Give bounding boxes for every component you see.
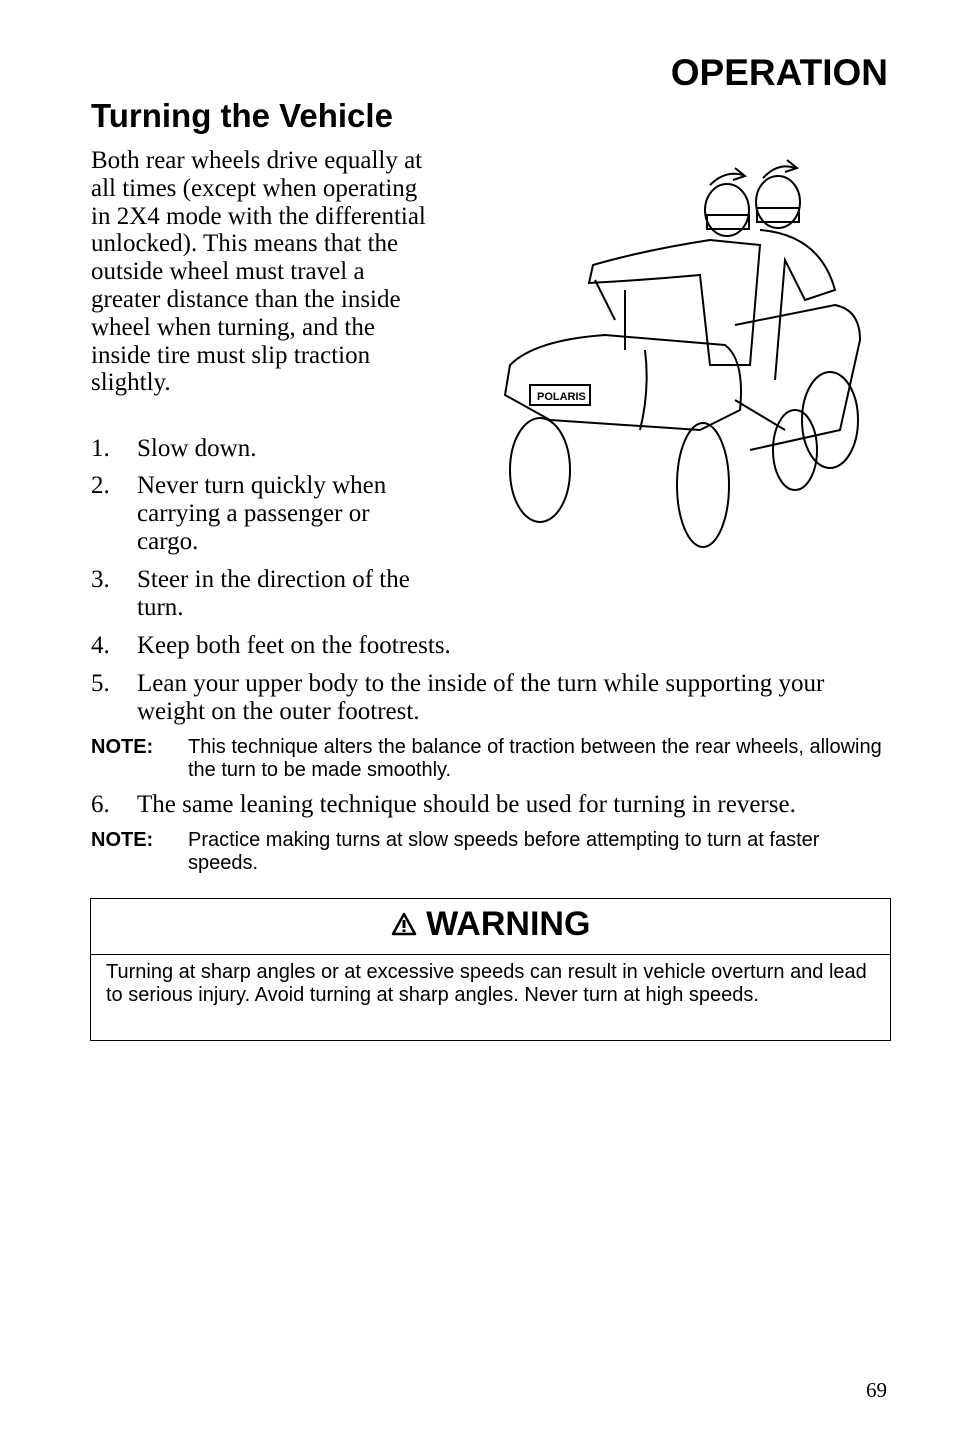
step-2: 2. Never turn quickly when carrying a passenger or cargo. (91, 472, 387, 555)
polaris-logo: POLARIS (537, 391, 586, 403)
warning-text: Turning at sharp angles or at excessive speeds can result in vehicle overturn and lead to serious injury. Avoid turning at sharp angles. Never turn at high speeds. (106, 961, 867, 1006)
warning-title: WARNING (426, 905, 591, 943)
warning-header (91, 899, 890, 955)
page-title: Turning the Vehicle (91, 97, 393, 134)
page-number: 69 (866, 1378, 887, 1402)
warning-triangle-icon (391, 912, 417, 936)
step-5: 5. Lean your upper body to the inside of the turn while supporting your weight on the outer footrest. (91, 670, 825, 725)
step-1: 1. Slow down. (91, 435, 257, 462)
turn-arrow-icon (710, 168, 745, 185)
note-1: NOTE: This technique alters the balance of traction between the rear wheels, allowing the turn to be made smoothly. (91, 736, 882, 781)
warning-box (90, 898, 891, 1041)
atv-illustration (495, 150, 870, 550)
note-2: NOTE: Practice making turns at slow speeds before attempting to turn at faster speeds. (91, 829, 820, 874)
section-header: OPERATION (670, 52, 888, 93)
step-3: 3. Steer in the direction of the turn. (91, 566, 410, 621)
intro-paragraph: Both rear wheels drive equally at all times (except when operating in 2X4 mode with the differential unlocked). This means that the outside wheel must travel a greater distance than the inside wheel when turning, and the inside tire must slip traction slightly. (91, 147, 426, 397)
step-6: 6. The same leaning technique should be used for turning in reverse. (91, 791, 796, 818)
step-4: 4. Keep both feet on the footrests. (91, 632, 451, 659)
